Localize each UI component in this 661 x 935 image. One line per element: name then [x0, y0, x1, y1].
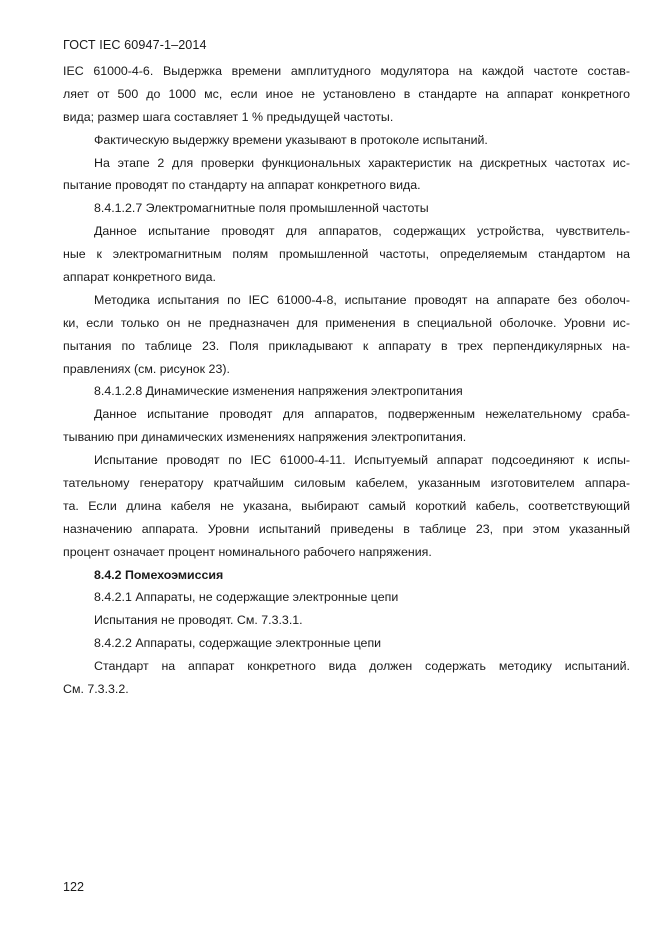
text-line: 8.4.2.1 Аппараты, не содержащие электронные цепи — [94, 590, 399, 605]
text-line: ляет от 500 до 1000 мс, если иное не установлено в стандарте на аппарат конкретного — [63, 86, 630, 101]
text-line: 8.4.2 Помехоэмиссия — [94, 567, 224, 582]
page-header: ГОСТ IEC 60947-1–2014 — [63, 38, 207, 52]
text-line: ки, если только он не предназначен для применения в специальной оболочке. Уровни ис- — [63, 315, 630, 330]
text-line: IEC 61000-4-6. Выдержка времени амплитудного модулятора на каждой частоте состав- — [63, 64, 630, 78]
document-body — [63, 60, 630, 701]
page-number: 122 — [63, 880, 85, 894]
text-line: На этапе 2 для проверки функциональных характеристик на дискретных частотах ис- — [94, 155, 630, 170]
text-line: тыванию при динамических изменениях напряжения электропитания. — [63, 430, 467, 445]
text-line: процент означает процент номинального рабочего напряжения. — [63, 544, 432, 559]
text-line: назначению аппарата. Уровни испытаний приведены в таблице 23, при этом указанный — [63, 521, 630, 536]
text-line: ные к электромагнитным полям промышленной частоты, определяемым стандартом на — [63, 247, 630, 262]
text-line: правлениях (см. рисунок 23). — [63, 361, 230, 376]
text-line: Испытания не проводят. См. 7.3.3.1. — [94, 613, 303, 628]
text-line: Стандарт на аппарат конкретного вида должен содержать методику испытаний. — [94, 659, 630, 674]
text-line: 8.4.2.2 Аппараты, содержащие электронные цепи — [94, 636, 382, 651]
text-line: тательному генератору кратчайшим силовым кабелем, указанным изготовителем аппара- — [63, 476, 630, 491]
text-line: Данное испытание проводят для аппаратов, содержащих устройства, чувствитель- — [94, 224, 630, 239]
text-line: Фактическую выдержку времени указывают в протоколе испытаний. — [94, 132, 488, 147]
text-line: 8.4.1.2.7 Электромагнитные поля промышленной частоты — [94, 201, 429, 216]
text-line: пытания по таблице 23. Поля прикладывают к аппарату в трех перпендикулярных на- — [63, 338, 630, 353]
text-line: Методика испытания по IEC 61000-4-8, испытание проводят на аппарате без оболоч- — [94, 292, 630, 307]
text-line: вида; размер шага составляет 1 % предыдущей частоты. — [63, 109, 394, 124]
text-line: аппарат конкретного вида. — [63, 270, 216, 285]
text-line: та. Если длина кабеля не указана, выбирают самый короткий кабель, соответствующий — [63, 498, 630, 513]
text-line: Испытание проводят по IEC 61000-4-11. Испытуемый аппарат подсоединяют к испы- — [94, 453, 630, 468]
text-line: См. 7.3.3.2. — [63, 682, 129, 697]
text-line: 8.4.1.2.8 Динамические изменения напряжения электропитания — [94, 384, 463, 399]
text-line: Данное испытание проводят для аппаратов, подверженным нежелательному сраба- — [94, 407, 630, 422]
text-line: пытание проводят по стандарту на аппарат конкретного вида. — [63, 178, 421, 193]
